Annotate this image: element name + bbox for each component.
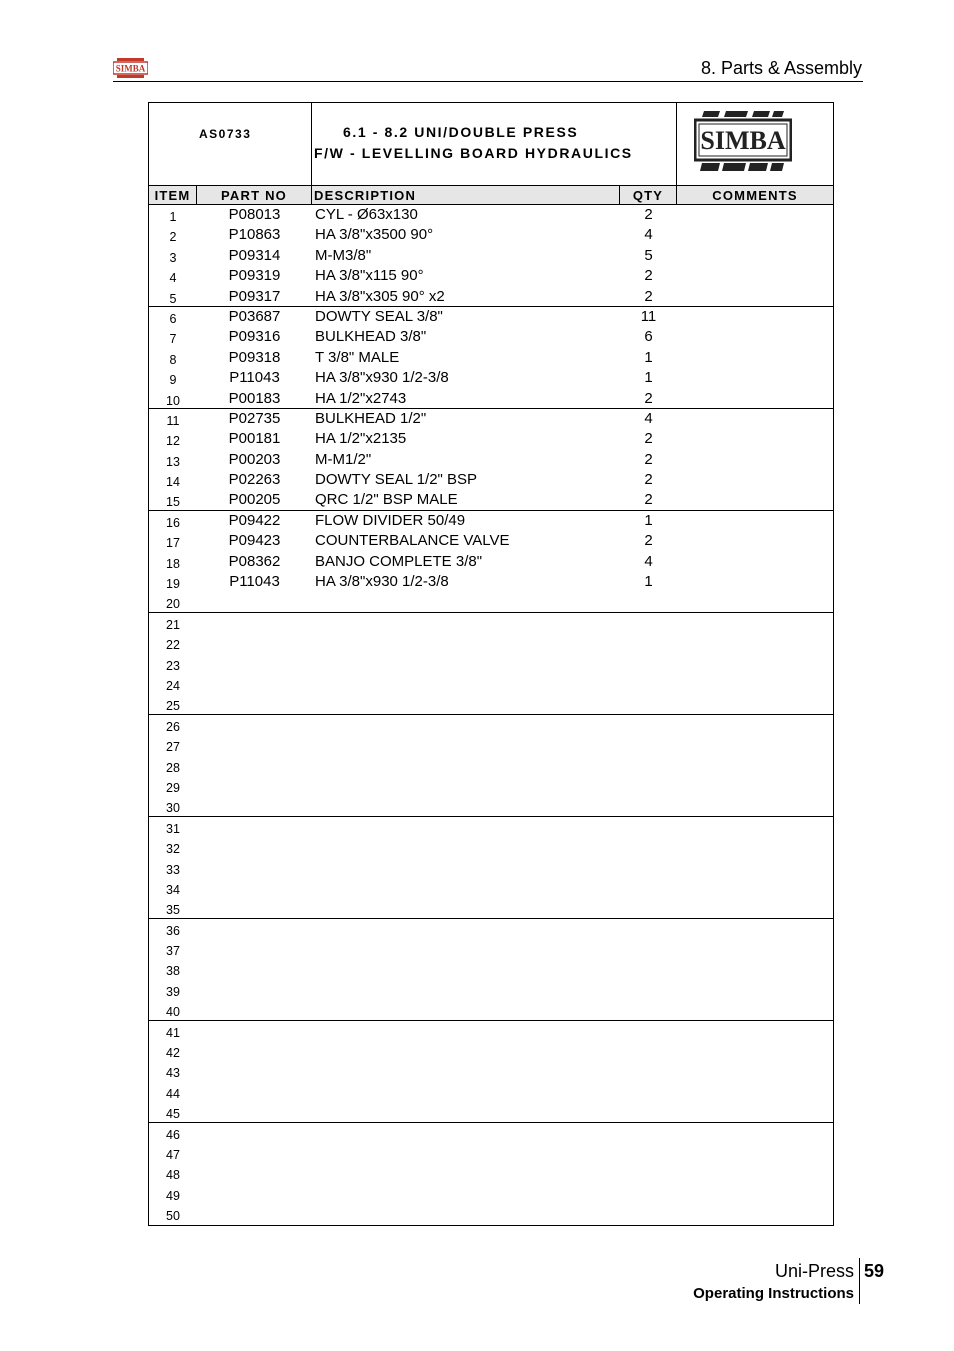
row-qty: 1: [644, 369, 653, 387]
table-row: [149, 1000, 833, 1020]
table-row: [149, 348, 833, 368]
row-description: HA 3/8"x3500 90°: [315, 226, 434, 244]
row-qty: 2: [644, 450, 653, 468]
row-item-number: 9: [169, 373, 177, 388]
row-item-number: 25: [166, 699, 180, 714]
row-item-number: 32: [166, 842, 180, 857]
table-row: [149, 572, 833, 592]
row-description: M-M3/8": [315, 246, 372, 264]
row-qty: 2: [644, 206, 653, 223]
table-row: [149, 450, 833, 470]
row-item-number: 17: [166, 536, 180, 551]
page-number: 59: [864, 1261, 885, 1281]
table-row: [149, 1143, 833, 1163]
row-item-number: 18: [166, 556, 180, 571]
row-qty: 11: [640, 307, 657, 325]
row-qty: 1: [644, 573, 653, 591]
table-row: [149, 735, 833, 755]
row-part-no: P11043: [229, 369, 280, 387]
column-header-qty: QTY: [620, 186, 677, 204]
row-description: DOWTY SEAL 3/8": [315, 307, 443, 325]
row-part-no: P11043: [229, 573, 280, 591]
row-item-number: 29: [166, 780, 180, 795]
table-row: [149, 429, 833, 449]
row-description: HA 3/8"x930 1/2-3/8: [315, 573, 449, 591]
row-part-no: P09316: [228, 328, 281, 346]
parts-sheet: [148, 102, 834, 1226]
column-header-description: DESCRIPTION: [312, 186, 620, 204]
row-item-number: 33: [166, 862, 180, 877]
row-qty: 5: [644, 246, 653, 264]
row-description: HA 3/8"x305 90° x2: [315, 287, 445, 305]
row-item-number: 8: [169, 352, 177, 367]
table-row: [149, 368, 833, 388]
table-row: [149, 470, 833, 490]
table-row: [149, 1041, 833, 1061]
row-item-number: 30: [166, 801, 180, 816]
row-qty: 4: [644, 226, 653, 244]
row-part-no: P03687: [228, 307, 281, 325]
row-item-number: 24: [166, 678, 180, 693]
row-item-number: 20: [166, 597, 180, 612]
row-description: QRC 1/2" BSP MALE: [315, 491, 458, 509]
row-item-number: 44: [166, 1086, 180, 1101]
table-row: [149, 552, 833, 572]
doc-code: AS0733: [199, 127, 252, 141]
row-item-number: 50: [166, 1209, 180, 1224]
row-qty: 2: [644, 287, 653, 305]
row-item-number: 19: [166, 577, 180, 592]
row-item-number: 12: [166, 434, 180, 449]
column-header-part-no: PART NO: [197, 186, 312, 204]
row-item-number: 16: [166, 515, 180, 530]
table-row: [149, 409, 833, 429]
simba-header-logo: [113, 58, 148, 78]
row-item-number: 47: [166, 1147, 180, 1162]
title-block: [149, 103, 833, 185]
row-item-number: 26: [166, 719, 180, 734]
row-qty: 2: [644, 389, 653, 407]
table-row: [149, 266, 833, 286]
row-part-no: P00205: [228, 491, 281, 509]
row-item-number: 3: [169, 250, 177, 265]
row-item-number: 5: [169, 291, 177, 306]
table-row: [149, 654, 833, 674]
row-description: CYL - Ø63x130: [315, 206, 418, 223]
table-row: [149, 205, 833, 225]
row-qty: 2: [644, 267, 653, 285]
table-row: [149, 531, 833, 551]
table-row: [149, 674, 833, 694]
row-description: HA 1/2"x2743: [315, 389, 407, 407]
column-header-item: ITEM: [149, 186, 197, 204]
table-row: [149, 858, 833, 878]
table-row: [149, 1123, 833, 1143]
table-row: [149, 511, 833, 531]
row-qty: 4: [644, 552, 653, 570]
row-item-number: 46: [166, 1127, 180, 1142]
table-row: [149, 837, 833, 857]
table-row: [149, 225, 833, 245]
row-item-number: 37: [166, 944, 180, 959]
table-row: [149, 756, 833, 776]
simba-logo-icon: [694, 109, 792, 173]
row-qty: 1: [644, 348, 653, 366]
row-part-no: P10863: [228, 226, 281, 244]
row-item-number: 22: [166, 638, 180, 653]
table-row: [149, 980, 833, 1000]
table-row: [149, 633, 833, 653]
table-row: [149, 959, 833, 979]
row-qty: 2: [644, 430, 653, 448]
column-header-row: [149, 185, 833, 205]
table-row: [149, 939, 833, 959]
doc-title-line2: F/W - LEVELLING BOARD HYDRAULICS: [314, 145, 633, 161]
row-item-number: 6: [169, 311, 177, 326]
footer-product: Uni-Press: [774, 1261, 854, 1281]
column-header-comments: COMMENTS: [712, 188, 798, 203]
row-item-number: 48: [166, 1168, 180, 1183]
table-row: [149, 776, 833, 796]
row-part-no: P09319: [228, 267, 281, 285]
row-qty: 2: [644, 491, 653, 509]
row-part-no: P02263: [228, 471, 281, 489]
row-description: BANJO COMPLETE 3/8": [315, 552, 483, 570]
row-item-number: 4: [169, 271, 177, 286]
row-item-number: 43: [166, 1066, 180, 1081]
doc-title-line1: 6.1 - 8.2 UNI/DOUBLE PRESS: [343, 124, 579, 140]
row-description: HA 3/8"x930 1/2-3/8: [315, 369, 449, 387]
table-row: [149, 592, 833, 612]
table-row: [149, 796, 833, 816]
table-row: [149, 287, 833, 307]
table-row: [149, 327, 833, 347]
row-description: BULKHEAD 3/8": [315, 328, 427, 346]
row-item-number: 31: [166, 821, 180, 836]
table-row: [149, 307, 833, 327]
row-item-number: 10: [166, 393, 180, 408]
row-part-no: P08013: [228, 206, 281, 223]
row-item-number: 40: [166, 1005, 180, 1020]
row-qty: 2: [644, 471, 653, 489]
table-row: [149, 1102, 833, 1122]
table-row: [149, 1082, 833, 1102]
parts-table-body: [149, 205, 833, 1225]
row-item-number: 38: [166, 964, 180, 979]
row-part-no: P09317: [228, 287, 281, 305]
table-row: [149, 490, 833, 510]
row-item-number: 1: [169, 210, 177, 224]
row-description: COUNTERBALANCE VALVE: [315, 532, 510, 550]
logo-text: SIMBA: [700, 126, 786, 155]
row-part-no: P09318: [228, 348, 281, 366]
row-description: M-M1/2": [315, 450, 372, 468]
doc-title-cell: [312, 103, 677, 185]
row-item-number: 27: [166, 740, 180, 755]
table-row: [149, 919, 833, 939]
table-row: [149, 1184, 833, 1204]
row-description: FLOW DIVIDER 50/49: [315, 511, 466, 529]
table-row: [149, 1204, 833, 1224]
table-row: [149, 715, 833, 735]
header-divider: [113, 81, 863, 82]
row-part-no: P09314: [228, 246, 281, 264]
row-qty: 4: [644, 409, 653, 427]
row-item-number: 11: [166, 413, 180, 428]
table-row: [149, 1061, 833, 1081]
row-part-no: P00203: [228, 450, 281, 468]
table-row: [149, 1021, 833, 1041]
row-description: HA 1/2"x2135: [315, 430, 407, 448]
row-item-number: 45: [166, 1107, 180, 1122]
table-row: [149, 817, 833, 837]
footer-subtitle: Operating Instructions: [693, 1285, 854, 1302]
row-item-number: 21: [166, 617, 180, 632]
row-description: T 3/8" MALE: [315, 348, 400, 366]
row-part-no: P02735: [228, 409, 281, 427]
row-description: HA 3/8"x115 90°: [315, 267, 424, 285]
table-row: [149, 878, 833, 898]
simba-logo-icon: [113, 58, 148, 78]
row-part-no: P09423: [228, 532, 281, 550]
row-item-number: 23: [166, 658, 180, 673]
row-item-number: 15: [166, 495, 180, 510]
doc-code-cell: [149, 103, 312, 185]
row-part-no: P09422: [228, 511, 281, 529]
row-item-number: 39: [166, 984, 180, 999]
row-item-number: 42: [166, 1046, 180, 1061]
row-item-number: 34: [166, 882, 180, 897]
row-description: BULKHEAD 1/2": [315, 409, 427, 427]
row-description: DOWTY SEAL 1/2" BSP: [315, 471, 478, 489]
row-part-no: P00181: [228, 430, 281, 448]
row-item-number: 41: [166, 1025, 180, 1040]
row-item-number: 2: [169, 230, 177, 245]
table-row: [149, 613, 833, 633]
table-row: [149, 694, 833, 714]
row-item-number: 13: [166, 454, 180, 469]
table-row: [149, 246, 833, 266]
table-row: [149, 1163, 833, 1183]
row-qty: 2: [644, 532, 653, 550]
row-item-number: 36: [166, 923, 180, 938]
row-item-number: 7: [169, 332, 177, 347]
simba-logo-cell: [677, 103, 833, 185]
row-qty: 6: [644, 328, 653, 346]
table-row: [149, 389, 833, 409]
section-title: 8. Parts & Assembly: [700, 58, 862, 78]
row-item-number: 28: [166, 760, 180, 775]
row-item-number: 14: [166, 475, 180, 490]
row-part-no: P00183: [228, 389, 281, 407]
header-logo-text: SIMBA: [115, 63, 146, 74]
row-part-no: P08362: [228, 552, 281, 570]
row-item-number: 35: [166, 903, 180, 918]
table-row: [149, 898, 833, 918]
row-item-number: 49: [166, 1188, 180, 1203]
footer-divider: [859, 1258, 860, 1304]
row-qty: 1: [644, 511, 653, 529]
